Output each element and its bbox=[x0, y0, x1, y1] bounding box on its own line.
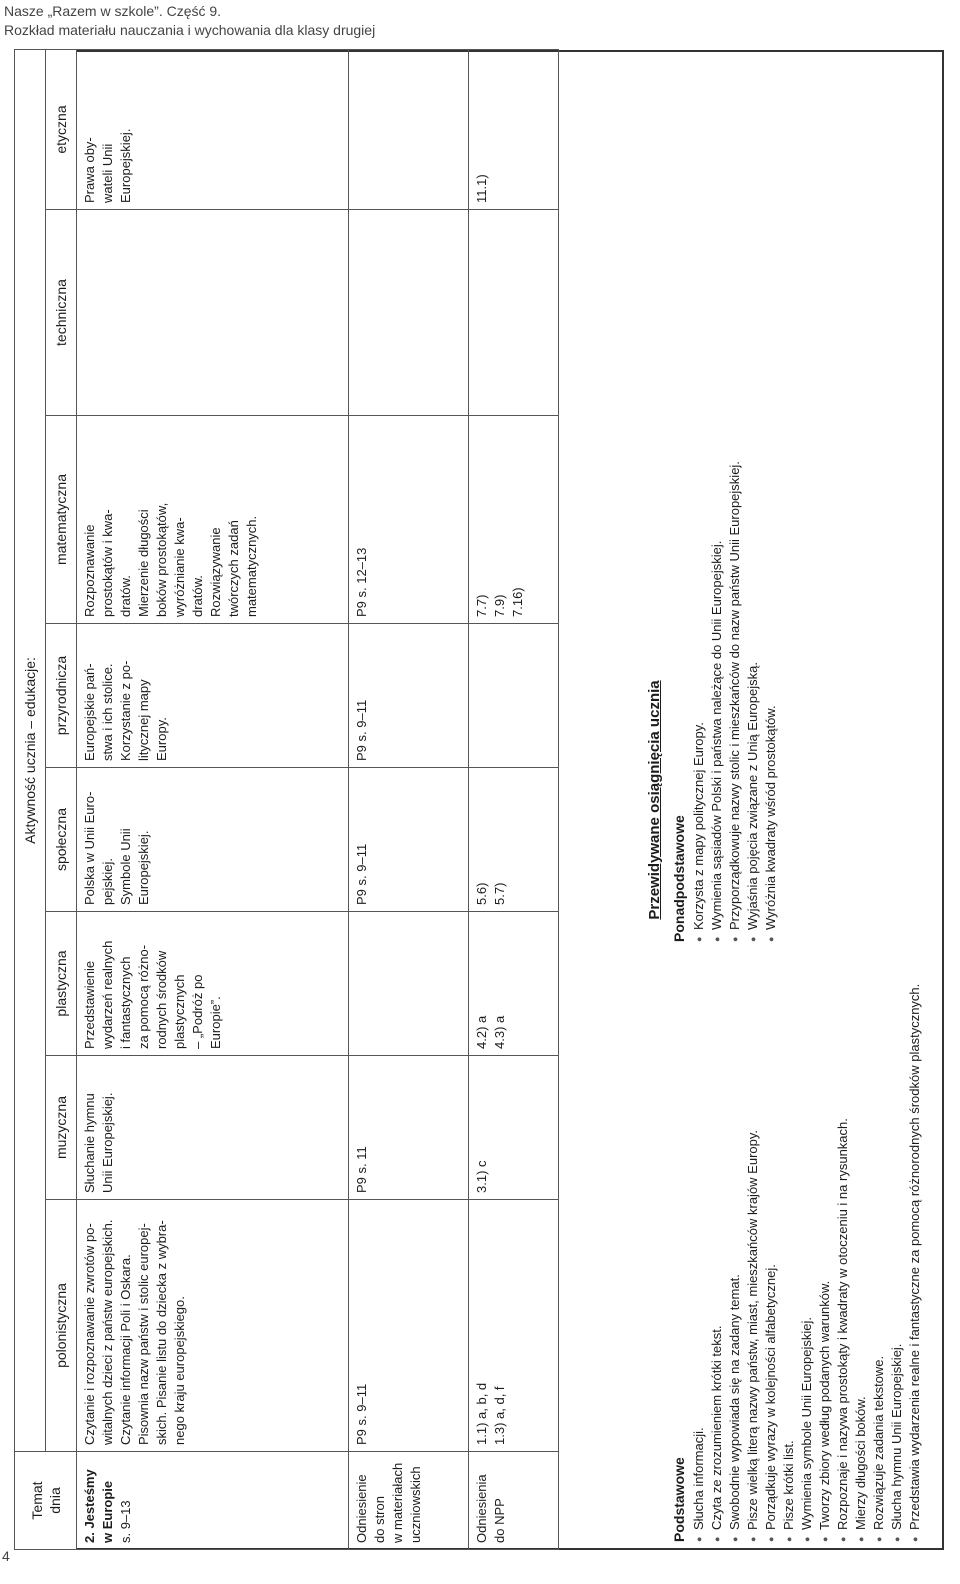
cell-text-line: matematycznych. bbox=[244, 515, 259, 617]
cell-text-line: 3.1) c bbox=[474, 1160, 489, 1193]
outcome-item: ● Mierzy długości boków. bbox=[852, 984, 870, 1542]
refs-cell-polonistyczna bbox=[349, 1200, 469, 1452]
temat-header-line2: dnia bbox=[46, 1487, 63, 1514]
cell-text-line: Europejskiej. bbox=[136, 830, 151, 905]
cell-text-line: boków prostokątów, bbox=[154, 502, 169, 617]
column-header-2: plastyczna bbox=[46, 912, 77, 1056]
cell-text-line: 4.2) a bbox=[474, 1015, 489, 1049]
cell-text-line: Pisownia nazw państw i stolic europej- bbox=[136, 1223, 151, 1445]
cell-text-line: Przedstawienie bbox=[82, 960, 97, 1049]
outcome-item: ● Wyjaśnia pojęcia związane z Unią Europejską. bbox=[744, 461, 762, 942]
advanced-outcomes bbox=[670, 461, 780, 942]
outcome-item: ● Rozpoznaje i nazywa prostokąty i kwadraty w otoczeniu i na rysunkach. bbox=[834, 984, 852, 1542]
cell-text-line: pejskiej. bbox=[100, 858, 115, 905]
outcome-item: ● Czyta ze zrozumieniem krótki tekst. bbox=[708, 984, 726, 1542]
column-header-3: społeczna bbox=[46, 768, 77, 912]
refs-label-line: uczniowskich bbox=[408, 1466, 423, 1543]
cell-text-line: Europejskie pań- bbox=[82, 663, 97, 761]
cell-text-line: plastycznych bbox=[172, 974, 187, 1049]
cell-text-line: nego kraju europejskiego. bbox=[172, 1296, 187, 1445]
refs-cell-społeczna bbox=[349, 768, 469, 912]
cell-text-line: Symbole Unii bbox=[118, 828, 133, 905]
basic-list bbox=[690, 984, 924, 1542]
cell-text-line: 7.7) bbox=[474, 594, 489, 617]
cell-text-line: Mierzenie długości bbox=[136, 509, 151, 617]
npp-cell-techniczna bbox=[469, 210, 559, 416]
outcome-item: ● Korzysta z mapy politycznej Europy. bbox=[690, 461, 708, 942]
cell-text-line: i fantastycznych bbox=[118, 956, 133, 1049]
outcome-item: ● Przedstawia wydarzenia realne i fantastyczne za pomocą różnorodnych środków plastycznych. bbox=[906, 984, 924, 1542]
cell-text-line: 11.1) bbox=[474, 174, 489, 203]
outcome-item: ● Wyróżnia kwadraty wśród prostokątów. bbox=[762, 461, 780, 942]
rotated-page-content bbox=[14, 50, 944, 1550]
refs-cell-muzyczna bbox=[349, 1056, 469, 1200]
cell-text-line: Czytanie i rozpoznawanie zwrotów po- bbox=[82, 1223, 97, 1445]
cell-text-line: Unii Europejskiej. bbox=[100, 1092, 115, 1193]
npp-cell-muzyczna bbox=[469, 1056, 559, 1200]
npp-row bbox=[469, 49, 559, 1549]
cell-text-line: Słuchanie hymnu bbox=[82, 1093, 97, 1193]
cell-text-line: 4.3) a bbox=[492, 1015, 507, 1049]
cell-text-line: 5.7) bbox=[492, 882, 507, 905]
advanced-list bbox=[690, 461, 780, 942]
npp-cell-przyrodnicza bbox=[469, 624, 559, 768]
outcome-item: ● Wymienia sąsiadów Polski i państwa należące do Unii Europejskiej. bbox=[708, 461, 726, 942]
cell-text-line: Prawa oby- bbox=[82, 137, 97, 203]
cell-text-line: Rozwiązywanie bbox=[208, 527, 223, 617]
topic-cell-muzyczna bbox=[77, 1056, 349, 1200]
outcome-item: ● Swobodnie wypowiada się na zadany temat. bbox=[726, 984, 744, 1542]
topic-cell-plastyczna bbox=[77, 912, 349, 1056]
cell-text-line: 1.3) a, d, f bbox=[492, 1386, 507, 1445]
advanced-heading: Ponadpodstawowe bbox=[671, 815, 687, 942]
cell-text-line: 5.6) bbox=[474, 882, 489, 905]
column-headers-row bbox=[46, 49, 77, 1549]
cell-text-line: Polska w Unii Euro- bbox=[82, 791, 97, 905]
column-header-5: matematyczna bbox=[46, 416, 77, 624]
refs-row bbox=[349, 49, 469, 1549]
topic-cell-polonistyczna bbox=[77, 1200, 349, 1452]
page-number: 4 bbox=[2, 1548, 10, 1564]
temat-header bbox=[15, 1452, 77, 1550]
outcome-item: ● Przyporządkowuje nazwy stolic i mieszkańców do nazw państw Unii Europejskiej. bbox=[726, 461, 744, 942]
npp-row-label bbox=[469, 1452, 559, 1550]
cell-text-line: Korzystanie z po- bbox=[118, 660, 133, 761]
topic-cell-społeczna bbox=[77, 768, 349, 912]
column-header-4: przyrodnicza bbox=[46, 624, 77, 768]
cell-text-line: Europie”. bbox=[208, 996, 223, 1049]
activity-header: Aktywność ucznia – edukacje: bbox=[15, 49, 46, 1451]
outcome-item: ● Pisze krótki list. bbox=[780, 984, 798, 1542]
cell-text-line: twórczych zadań bbox=[226, 520, 241, 617]
cell-text-line: dratów. bbox=[190, 575, 205, 617]
cell-text-line: Czytanie informacji Poli i Oskara. bbox=[118, 1254, 133, 1445]
npp-cell-społeczna bbox=[469, 768, 559, 912]
header-series-title: Nasze „Razem w szkole”. Część 9. bbox=[4, 3, 222, 19]
npp-label-line: do NPP bbox=[492, 1498, 507, 1543]
expected-outcomes-section bbox=[644, 50, 944, 1550]
refs-cell-plastyczna bbox=[349, 912, 469, 1056]
topic-cell-matematyczna bbox=[77, 416, 349, 624]
cell-text-line: skich. Pisanie listu do dziecka z wybra- bbox=[154, 1220, 169, 1445]
cell-text-line: Europy. bbox=[154, 717, 169, 761]
basic-outcomes bbox=[670, 984, 924, 1542]
lesson-plan-table bbox=[14, 49, 559, 1550]
npp-cell-matematyczna bbox=[469, 416, 559, 624]
cell-text-line: P9 s. 9–11 bbox=[354, 1383, 369, 1445]
cell-text-line: – „Podróż po bbox=[190, 974, 205, 1049]
cell-text-line: rodnych środków bbox=[154, 950, 169, 1049]
cell-text-line: litycznej mapy bbox=[136, 679, 151, 761]
outcome-item: ● Pisze wielką literą nazwy państw, miast, mieszkańców krajów Europy. bbox=[744, 984, 762, 1542]
cell-text-line: P9 s. 9–11 bbox=[354, 699, 369, 761]
topic-pages: s. 9–13 bbox=[118, 1500, 133, 1543]
outcome-item: ● Słucha informacji. bbox=[690, 984, 708, 1542]
cell-text-line: P9 s. 11 bbox=[354, 1146, 369, 1193]
column-header-0: polonistyczna bbox=[46, 1200, 77, 1452]
cell-text-line: Europejskiej. bbox=[118, 128, 133, 203]
cell-text-line: prostokątów i kwa- bbox=[100, 509, 115, 617]
topic-cell bbox=[77, 1452, 349, 1550]
topic-cell-przyrodnicza bbox=[77, 624, 349, 768]
refs-row-label bbox=[349, 1452, 469, 1550]
npp-label-line: Odniesienia bbox=[474, 1474, 489, 1543]
topic-cell-techniczna bbox=[77, 210, 349, 416]
npp-cell-etyczna bbox=[469, 49, 559, 209]
cell-text-line: P9 s. 12–13 bbox=[354, 547, 369, 617]
header-subtitle: Rozkład materiału nauczania i wychowania dla klasy drugiej bbox=[4, 22, 376, 38]
npp-cell-polonistyczna bbox=[469, 1200, 559, 1452]
outcome-item: ● Tworzy zbiory według podanych warunków. bbox=[816, 984, 834, 1542]
cell-text-line: wyróżnianie kwa- bbox=[172, 517, 187, 617]
page-header bbox=[4, 2, 375, 40]
refs-cell-matematyczna bbox=[349, 416, 469, 624]
refs-label-line: w materiałach bbox=[390, 1462, 405, 1543]
refs-label-line: do stron bbox=[372, 1496, 387, 1543]
column-header-1: muzyczna bbox=[46, 1056, 77, 1200]
refs-cell-techniczna bbox=[349, 210, 469, 416]
cell-text-line: stwa i ich stolice. bbox=[100, 663, 115, 761]
cell-text-line: 7.16) bbox=[510, 587, 525, 617]
refs-cell-etyczna bbox=[349, 49, 469, 209]
cell-text-line: witalnych dzieci z państw europejskich. bbox=[100, 1219, 115, 1445]
cell-text-line: wydarzeń realnych bbox=[100, 940, 115, 1049]
outcomes-title: Przewidywane osiągnięcia ucznia bbox=[646, 680, 663, 920]
cell-text-line: 1.1) a, b, d bbox=[474, 1382, 489, 1445]
column-header-6: techniczna bbox=[46, 210, 77, 416]
cell-text-line: Rozpoznawanie bbox=[82, 524, 97, 617]
cell-text-line: 7.9) bbox=[492, 594, 507, 617]
topic-title: 2. Jesteśmy w Europie bbox=[82, 1469, 115, 1543]
cell-text-line: dratów. bbox=[118, 575, 133, 617]
refs-label-line: Odniesienie bbox=[354, 1474, 369, 1543]
outcome-item: ● Porządkuje wyrazy w kolejności alfabetycznej. bbox=[762, 984, 780, 1542]
topic-row bbox=[77, 49, 349, 1549]
cell-text-line: P9 s. 9–11 bbox=[354, 843, 369, 905]
basic-heading: Podstawowe bbox=[671, 1457, 687, 1542]
outcome-item: ● Wymienia symbole Unii Europejskiej. bbox=[798, 984, 816, 1542]
cell-text-line: wateli Unii bbox=[100, 143, 115, 203]
temat-header-line1: Temat bbox=[28, 1481, 45, 1520]
refs-cell-przyrodnicza bbox=[349, 624, 469, 768]
cell-text-line: za pomocą różno- bbox=[136, 944, 151, 1049]
outcome-item: ● Słucha hymnu Unii Europejskiej. bbox=[888, 984, 906, 1542]
outcome-item: ● Rozwiązuje zadania tekstowe. bbox=[870, 984, 888, 1542]
column-header-7: etyczna bbox=[46, 49, 77, 209]
topic-cell-etyczna bbox=[77, 49, 349, 209]
npp-cell-plastyczna bbox=[469, 912, 559, 1056]
